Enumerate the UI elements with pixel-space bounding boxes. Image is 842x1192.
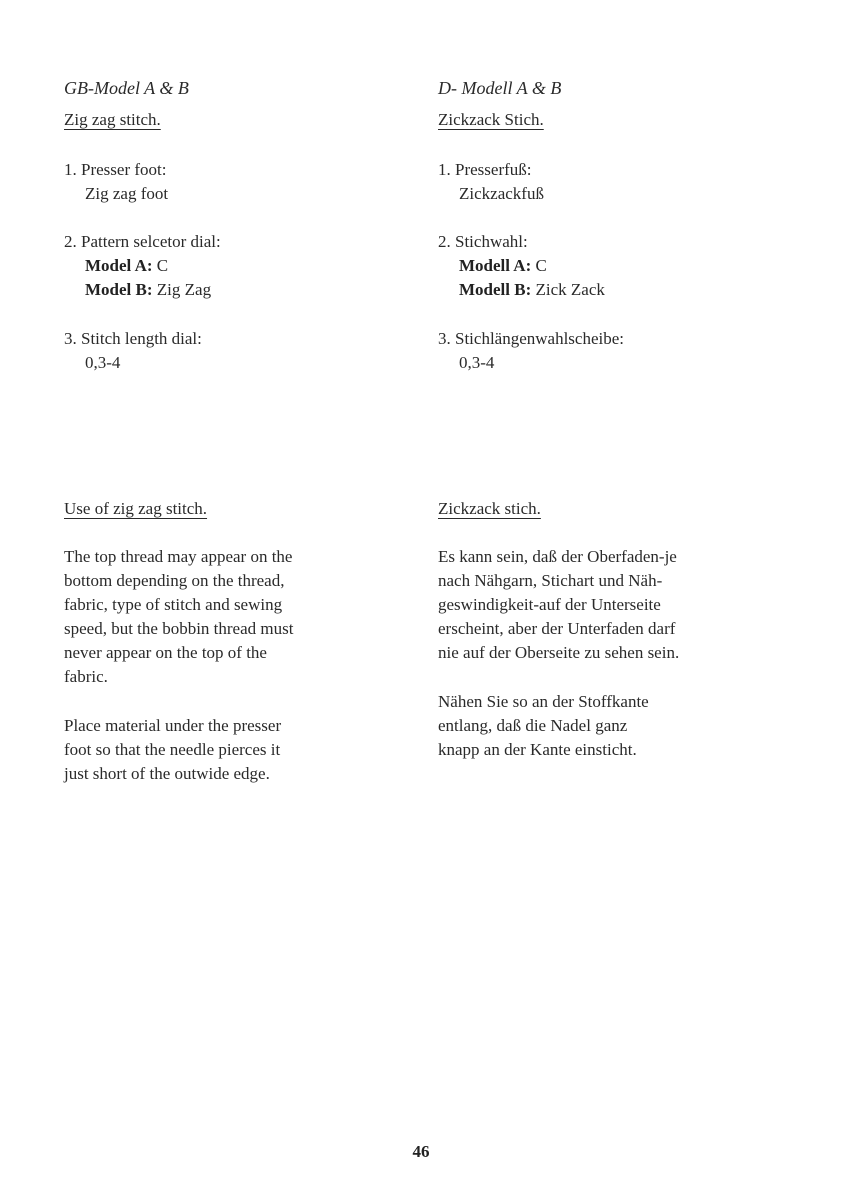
de-item1-number: 1. bbox=[438, 160, 451, 179]
de-subheading: Zickzack Stich. bbox=[438, 110, 544, 129]
gb-heading: GB-Model A & B bbox=[64, 78, 189, 98]
de-model-a-label: Modell A: bbox=[459, 256, 532, 275]
de-item2-label: Stichwahl: bbox=[455, 232, 528, 251]
gb-item1-value: Zig zag foot bbox=[85, 184, 169, 203]
gb-item3-label: Stitch length dial: bbox=[81, 329, 202, 348]
de-item3-label: Stichlängenwahlscheibe: bbox=[455, 329, 625, 348]
gb-model-b-value: Zig Zag bbox=[156, 280, 212, 299]
gb-subheading: Zig zag stitch. bbox=[64, 110, 161, 129]
de-paragraph-2: Nähen Sie so an der Stoffkante entlang, daß die Nadel ganz knapp an der Kante einsticht. bbox=[438, 692, 649, 759]
de-item-stichwahl bbox=[438, 230, 605, 302]
gb-item1-number: 1. bbox=[64, 160, 77, 179]
page-number: 46 bbox=[412, 1142, 430, 1161]
gb-item-stitch-length bbox=[64, 327, 202, 375]
gb-use-heading: Use of zig zag stitch. bbox=[64, 499, 208, 518]
gb-paragraph-2: Place material under the presser foot so that the needle pierces it just short of the outwide edge. bbox=[64, 716, 282, 783]
gb-model-a-value: C bbox=[156, 256, 169, 275]
de-heading: D- Modell A & B bbox=[438, 78, 562, 98]
de-item3-value: 0,3-4 bbox=[459, 353, 495, 372]
de-item2-number: 2. bbox=[438, 232, 451, 251]
gb-item2-label: Pattern selcetor dial: bbox=[81, 232, 221, 251]
de-item1-value: Zickzackfuß bbox=[459, 184, 544, 203]
gb-item2-number: 2. bbox=[64, 232, 77, 251]
de-model-b-label: Modell B: bbox=[459, 280, 532, 299]
de-model-a-value: C bbox=[535, 256, 547, 275]
gb-model-a-label: Model A: bbox=[85, 256, 153, 275]
gb-item1-label: Presser foot: bbox=[81, 160, 167, 179]
gb-model-b-label: Model B: bbox=[85, 280, 153, 299]
gb-item3-value: 0,3-4 bbox=[85, 353, 121, 372]
de-item-stichlaenge bbox=[438, 327, 624, 375]
de-item1-label: Presserfuß: bbox=[455, 160, 532, 179]
gb-paragraph-1: The top thread may appear on the bottom depending on the thread, fabric, type of stitch and sewing speed, but the bobbin thread must never appear on the top of the fabric. bbox=[64, 547, 294, 686]
de-item-presserfuss bbox=[438, 158, 544, 206]
gb-item-presser-foot bbox=[64, 158, 168, 206]
gb-item-pattern-selector bbox=[64, 230, 221, 302]
de-paragraph-1: Es kann sein, daß der Oberfaden-je nach Nähgarn, Stichart und Näh- geswindigkeit-auf der Unterseite erscheint, aber der Unterfaden darf nie auf der Oberseite zu sehen sein. bbox=[438, 547, 680, 662]
de-model-b-value: Zick Zack bbox=[535, 280, 605, 299]
de-item3-number: 3. bbox=[438, 329, 451, 348]
de-use-heading: Zickzack stich. bbox=[438, 499, 541, 518]
gb-item3-number: 3. bbox=[64, 329, 77, 348]
